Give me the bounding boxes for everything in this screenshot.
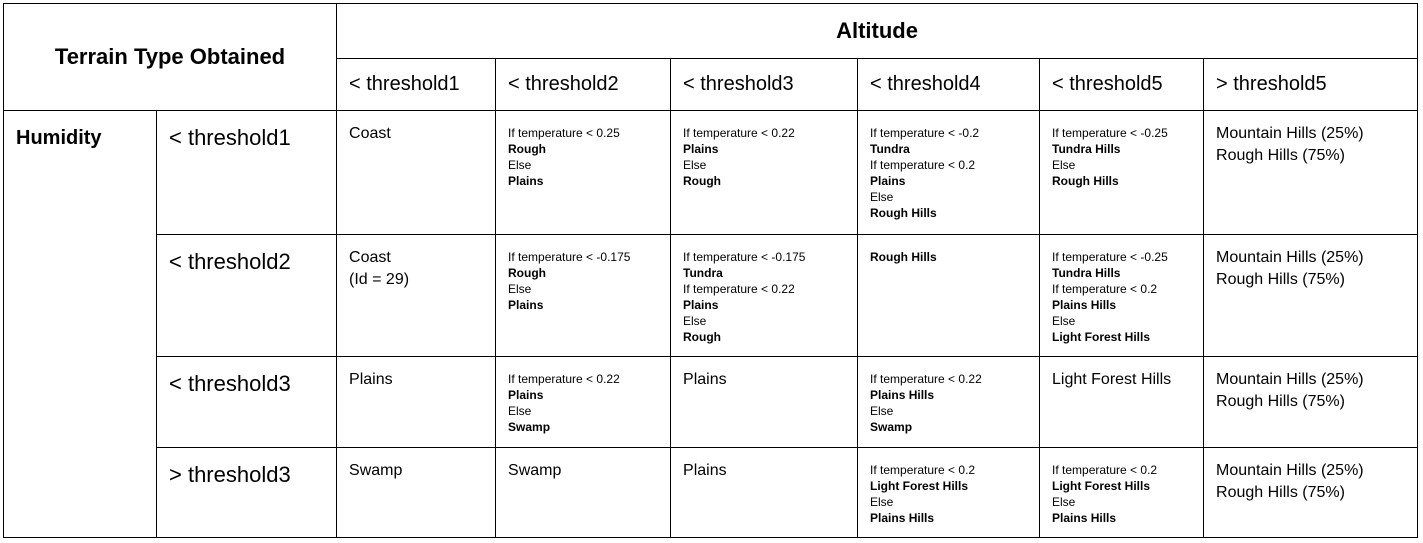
temperature-condition: If temperature < -0.2: [870, 126, 980, 141]
temperature-condition: Else: [508, 404, 532, 419]
terrain-cell: [496, 234, 671, 356]
terrain-name: Light Forest Hills: [1052, 371, 1172, 389]
terrain-cell: [858, 234, 1040, 356]
terrain-result: Plains: [508, 297, 544, 312]
terrain-result: Plains: [508, 174, 544, 189]
terrain-result: Swamp: [508, 420, 551, 435]
terrain-result: Swamp: [870, 420, 913, 435]
terrain-cell: [1040, 357, 1204, 447]
table-row: [4, 234, 1418, 356]
terrain-result: Plains Hills: [1052, 297, 1117, 312]
temperature-condition: If temperature < -0.25: [1052, 126, 1168, 141]
terrain-name: Plains: [349, 371, 393, 389]
terrain-cell: [671, 357, 858, 447]
terrain-name: Mountain Hills (25%): [1216, 461, 1364, 479]
terrain-result: Plains: [870, 174, 906, 189]
terrain-cell: [858, 447, 1040, 537]
humidity-label: Humidity: [4, 111, 157, 538]
temperature-condition: If temperature < 0.25: [508, 126, 620, 141]
terrain-result: Plains: [508, 388, 544, 403]
temperature-condition: If temperature < 0.22: [508, 372, 620, 387]
terrain-name: Rough Hills (75%): [1216, 270, 1345, 288]
altitude-threshold-header: > threshold5: [1204, 59, 1418, 111]
temperature-condition: Else: [683, 158, 707, 173]
humidity-threshold-header: < threshold1: [157, 111, 337, 234]
terrain-result: Light Forest Hills: [1052, 478, 1151, 493]
terrain-name: Mountain Hills (25%): [1216, 371, 1364, 389]
temperature-condition: Else: [508, 281, 532, 296]
terrain-cell: [858, 111, 1040, 234]
terrain-cell: [671, 111, 858, 234]
terrain-name: Rough Hills (75%): [1216, 147, 1345, 165]
terrain-result: Rough: [508, 142, 547, 157]
altitude-threshold-header: < threshold2: [496, 59, 671, 111]
temperature-condition: Else: [1052, 313, 1076, 328]
terrain-result: Plains Hills: [870, 388, 935, 403]
temperature-condition: Else: [683, 313, 707, 328]
table-title: Terrain Type Obtained: [4, 4, 337, 111]
terrain-result: Light Forest Hills: [1052, 329, 1151, 344]
terrain-result: Rough Hills: [1052, 174, 1119, 189]
table-row: [4, 111, 1418, 234]
terrain-cell: [1040, 234, 1204, 356]
terrain-result: Plains Hills: [1052, 510, 1117, 525]
terrain-result: Rough Hills: [870, 206, 937, 221]
temperature-condition: If temperature < 0.2: [1052, 462, 1158, 477]
terrain-name: Plains: [683, 461, 727, 479]
humidity-threshold-header: < threshold3: [157, 357, 337, 447]
terrain-name: Mountain Hills (25%): [1216, 248, 1364, 266]
terrain-cell: [496, 447, 671, 537]
terrain-result: Light Forest Hills: [870, 478, 969, 493]
terrain-name: (Id = 29): [349, 270, 410, 288]
terrain-result: Plains Hills: [870, 510, 935, 525]
temperature-condition: Else: [870, 190, 894, 205]
temperature-condition: Else: [870, 494, 894, 509]
temperature-condition: If temperature < 0.2: [870, 462, 976, 477]
temperature-condition: If temperature < -0.25: [1052, 249, 1168, 264]
terrain-cell: [1204, 357, 1418, 447]
terrain-cell: [337, 234, 496, 356]
temperature-condition: If temperature < 0.2: [870, 158, 976, 173]
temperature-condition: Else: [1052, 494, 1076, 509]
terrain-cell: [671, 447, 858, 537]
terrain-cell: [858, 357, 1040, 447]
terrain-cell: [1040, 111, 1204, 234]
terrain-result: Plains: [683, 297, 719, 312]
temperature-condition: If temperature < 0.22: [683, 281, 795, 296]
temperature-condition: If temperature < -0.175: [508, 249, 631, 264]
altitude-threshold-header: < threshold4: [858, 59, 1040, 111]
terrain-cell: [1204, 447, 1418, 537]
terrain-cell: [337, 357, 496, 447]
terrain-name: Rough Hills (75%): [1216, 483, 1345, 501]
temperature-condition: If temperature < -0.175: [683, 249, 806, 264]
terrain-cell: [1040, 447, 1204, 537]
humidity-threshold-header: < threshold2: [157, 234, 337, 356]
table-row: [4, 357, 1418, 447]
altitude-threshold-header: < threshold3: [671, 59, 858, 111]
terrain-cell: [496, 111, 671, 234]
terrain-name: Swamp: [349, 461, 403, 479]
terrain-result: Tundra Hills: [1052, 142, 1121, 157]
temperature-condition: Else: [870, 404, 894, 419]
terrain-cell: [671, 234, 858, 356]
humidity-threshold-header: > threshold3: [157, 447, 337, 537]
terrain-result: Rough: [683, 174, 722, 189]
terrain-result: Tundra: [870, 142, 910, 157]
terrain-result: Rough: [508, 265, 547, 280]
terrain-cell: [1204, 111, 1418, 234]
terrain-result: Rough Hills: [870, 249, 937, 264]
terrain-name: Mountain Hills (25%): [1216, 125, 1364, 143]
terrain-cell: [337, 447, 496, 537]
altitude-threshold-header: < threshold5: [1040, 59, 1204, 111]
altitude-header: Altitude: [337, 4, 1418, 59]
terrain-result: Plains: [683, 142, 719, 157]
temperature-condition: If temperature < 0.22: [870, 372, 982, 387]
terrain-name: Rough Hills (75%): [1216, 393, 1345, 411]
terrain-result: Rough: [683, 329, 722, 344]
altitude-threshold-header: < threshold1: [337, 59, 496, 111]
terrain-cell: [496, 357, 671, 447]
table-row: [4, 447, 1418, 537]
terrain-cell: [337, 111, 496, 234]
terrain-name: Plains: [683, 371, 727, 389]
temperature-condition: If temperature < 0.22: [683, 126, 795, 141]
terrain-table: [3, 3, 1418, 538]
temperature-condition: If temperature < 0.2: [1052, 281, 1158, 296]
terrain-result: Tundra Hills: [1052, 265, 1121, 280]
terrain-cell: [1204, 234, 1418, 356]
temperature-condition: Else: [508, 158, 532, 173]
terrain-result: Tundra: [683, 265, 723, 280]
terrain-name: Coast: [349, 248, 391, 266]
terrain-name: Swamp: [508, 461, 562, 479]
temperature-condition: Else: [1052, 158, 1076, 173]
terrain-name: Coast: [349, 125, 391, 143]
